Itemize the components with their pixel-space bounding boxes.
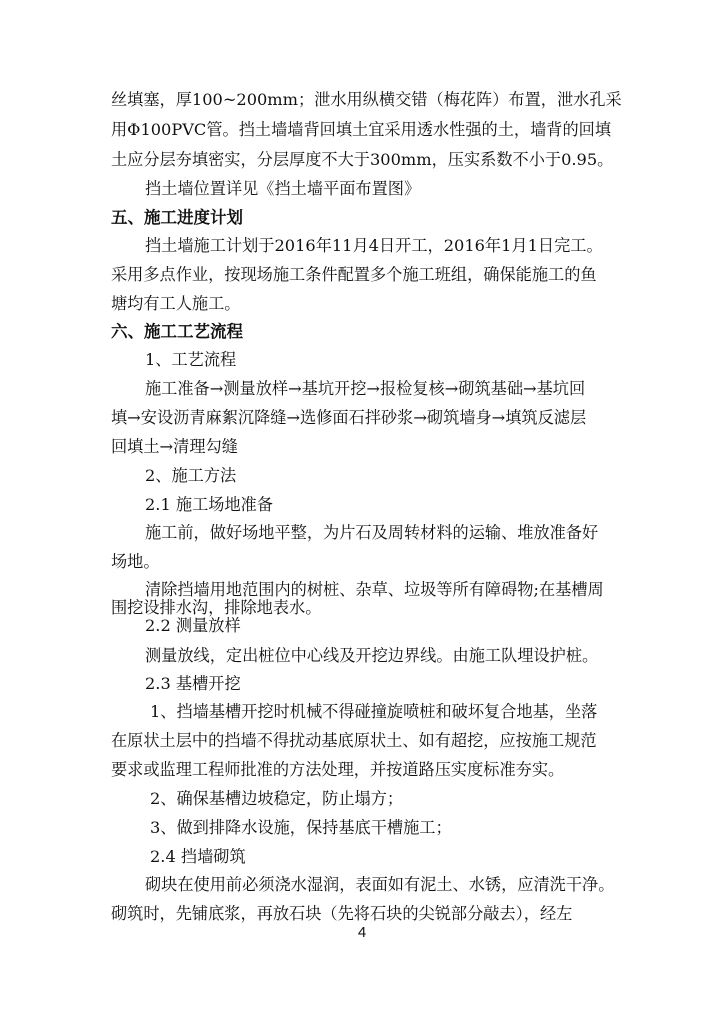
section-heading: 六、施工工艺流程 <box>111 322 243 341</box>
text-line: 砌筑时，先铺底浆，再放石块（先将石块的尖锐部分敲去），经左 <box>111 904 573 923</box>
text-line: 在原状土层中的挡墙不得扰动基底原状土、如有超挖，应按施工规范 <box>111 731 597 750</box>
text-line: 3、做到排降水设施，保持基底干槽施工； <box>150 818 452 837</box>
subheading: 2、施工方法 <box>145 466 237 485</box>
subheading: 2.4 挡墙砌筑 <box>150 847 246 866</box>
text-line: 填→安设沥青麻絮沉降缝→选修面石拌砂浆→砌筑墙身→填筑反滤层 <box>111 408 587 427</box>
subheading: 2.2 测量放样 <box>145 616 241 635</box>
text-line: 采用多点作业，按现场施工条件配置多个施工班组，确保能施工的鱼 <box>111 265 597 284</box>
subheading: 2.3 基槽开挖 <box>145 674 241 693</box>
text-line: 要求或监理工程师批准的方法处理，并按道路压实度标准夯实。 <box>111 760 565 779</box>
text-line: 清除挡墙用地范围内的树桩、杂草、垃圾等所有障碍物;在基槽周 <box>145 580 604 599</box>
section-heading: 五、施工进度计划 <box>111 208 243 227</box>
text-line: 施工前，做好场地平整，为片石及周转材料的运输、堆放准备好 <box>145 523 599 542</box>
text-line: 挡土墙位置详见《挡土墙平面布置图》 <box>145 179 421 198</box>
subheading: 2.1 施工场地准备 <box>145 495 274 514</box>
text-line: 2、确保基槽边坡稳定，防止塌方； <box>150 789 404 808</box>
text-line: 砌块在使用前必须浇水湿润，表面如有泥土、水锈，应清洗干净。 <box>145 875 615 894</box>
text-line: 1、挡墙基槽开挖时机械不得碰撞旋喷桩和破坏复合地基，坐落 <box>150 702 598 721</box>
text-line: 测量放线，定出桩位中心线及开挖边界线。由施工队埋设护桩。 <box>145 646 599 665</box>
text-line: 塘均有工人施工。 <box>111 294 241 313</box>
text-line: 用Φ100PVC管。挡土墙墙背回填土宜采用透水性强的土，墙背的回填 <box>111 120 612 139</box>
text-line: 土应分层夯填密实，分层厚度不大于300mm，压实系数不小于0.95。 <box>111 150 614 169</box>
text-line: 场地。 <box>111 552 160 571</box>
page-number: 4 <box>357 924 367 941</box>
subheading: 1、工艺流程 <box>145 350 237 369</box>
text-line: 挡土墙施工计划于2016年11月4日开工，2016年1月1日完工。 <box>145 236 603 255</box>
text-line: 丝填塞，厚100~200mm；泄水用纵横交错（梅花阵）布置，泄水孔采 <box>111 90 622 109</box>
text-line: 围挖设排水沟，排除地表水。 <box>111 598 322 617</box>
text-line: 回填土→清理勾缝 <box>111 437 238 456</box>
text-line: 施工准备→测量放样→基坑开挖→报检复核→砌筑基础→基坑回 <box>145 379 586 398</box>
